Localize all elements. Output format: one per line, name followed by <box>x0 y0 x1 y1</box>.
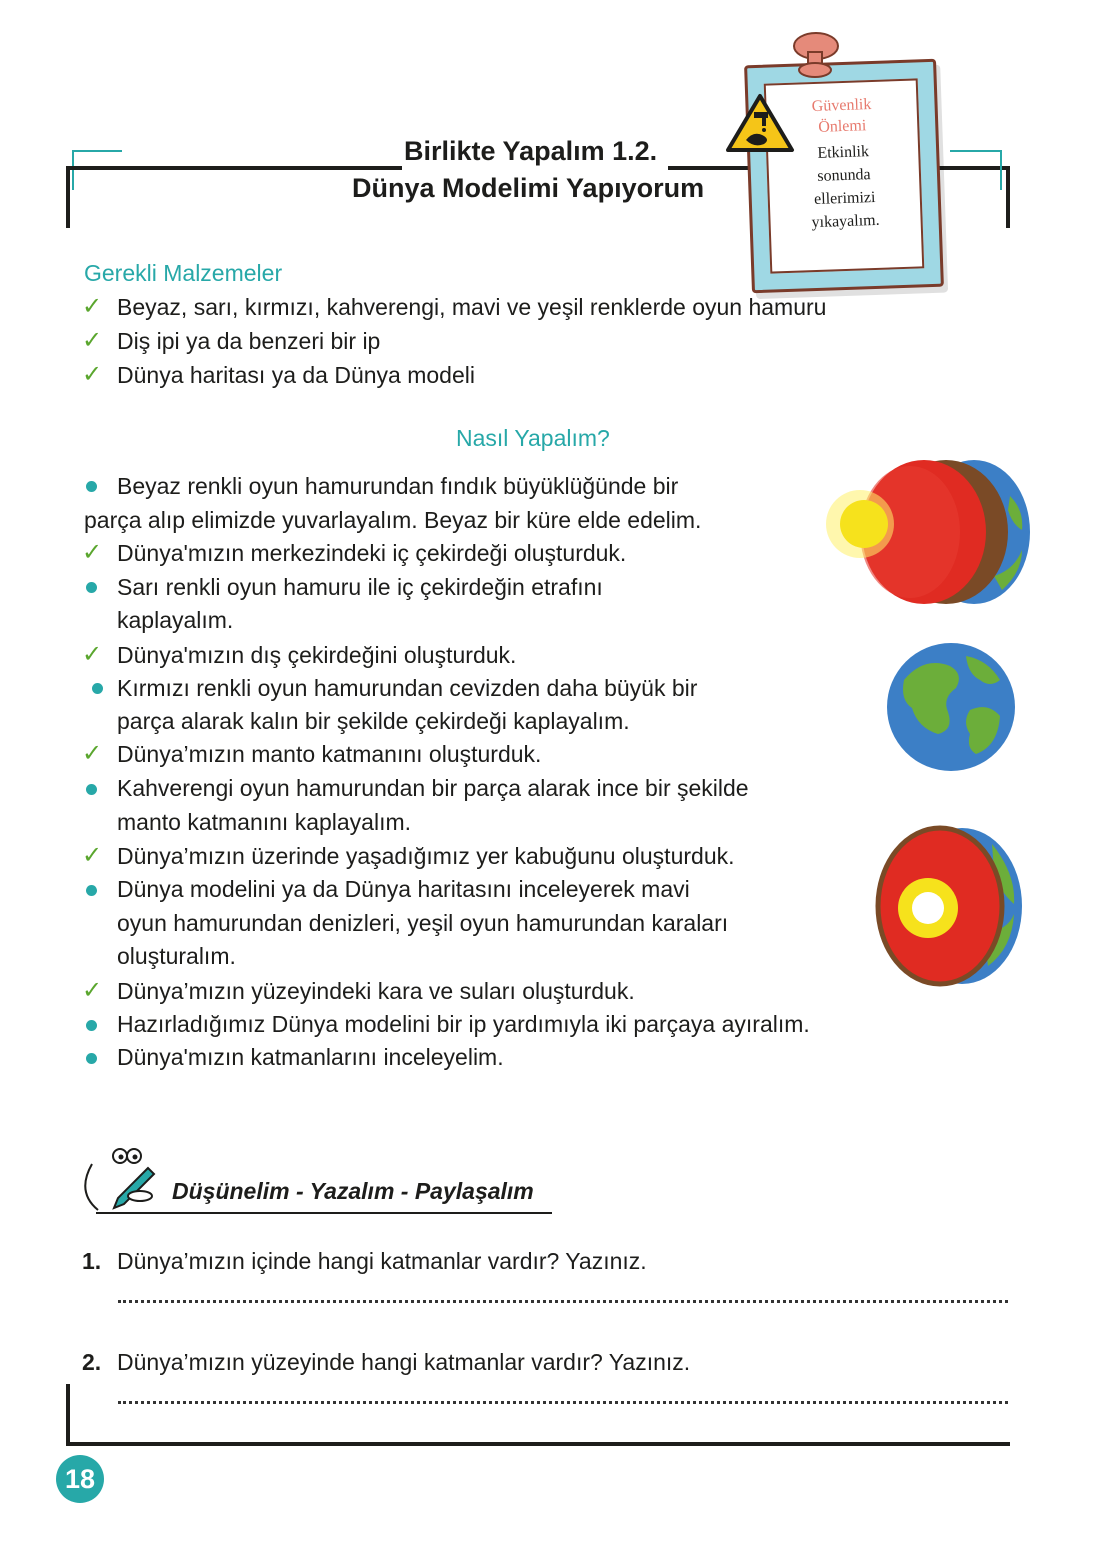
checkmark-icon: ✓ <box>82 361 103 388</box>
step-line: Dünya’mızın manto katmanını oluşturduk. <box>117 741 542 767</box>
title-frame-teal-left-v <box>72 150 74 190</box>
earth-globe-illustration <box>884 640 1018 774</box>
checkmark-icon: ✓ <box>82 539 103 566</box>
pushpin-icon <box>780 28 850 84</box>
question-text: Dünya’mızın içinde hangi katmanlar vardır? Yazınız. <box>117 1248 647 1274</box>
question-number: 2. <box>82 1349 102 1375</box>
hand-washing-warning-icon <box>724 92 796 154</box>
think-title-underline <box>96 1212 552 1214</box>
title-frame-teal-right-h <box>950 150 1002 152</box>
activity-subtitle: Dünya Modelimi Yapıyorum <box>352 173 705 203</box>
title-frame-left-h <box>66 166 402 170</box>
thinking-pencil-icon <box>78 1142 168 1216</box>
bullet-dot <box>86 1020 97 1031</box>
step-line: Kahverengi oyun hamurundan bir parça alarak ince bir şekilde <box>117 775 749 801</box>
activity-title: Birlikte Yapalım 1.2. <box>404 136 658 166</box>
page-number-badge: 18 <box>56 1455 104 1503</box>
checkmark-icon: ✓ <box>82 641 103 668</box>
title-frame-mid-h <box>668 166 748 170</box>
materials-heading: Gerekli Malzemeler <box>84 260 283 286</box>
answer-line[interactable] <box>118 1300 1008 1303</box>
step-line: Kırmızı renkli oyun hamurundan cevizden daha büyük bir <box>117 675 698 701</box>
step-line: manto katmanını kaplayalım. <box>117 809 412 835</box>
step-line: kaplayalım. <box>117 607 234 633</box>
bullet-dot <box>86 885 97 896</box>
checkmark-icon: ✓ <box>82 842 103 869</box>
title-frame-left-v <box>66 166 70 228</box>
question-text: Dünya’mızın yüzeyinde hangi katmanlar vardır? Yazınız. <box>117 1349 691 1375</box>
question-number: 1. <box>82 1248 102 1274</box>
step-line: Dünya'mızın katmanlarını inceleyelim. <box>117 1044 504 1070</box>
bullet-dot <box>86 582 97 593</box>
steps-heading: Nasıl Yapalım? <box>456 425 610 451</box>
step-line: Dünya'mızın merkezindeki iç çekirdeği oluşturduk. <box>117 540 627 566</box>
material-item: Dünya haritası ya da Dünya modeli <box>117 362 475 388</box>
safety-title-line2: Önlemi <box>817 117 867 136</box>
earth-cross-section-illustration <box>872 824 1026 988</box>
checkmark-icon: ✓ <box>82 740 103 767</box>
step-line: parça alıp elimizde yuvarlayalım. Beyaz bir küre elde edelim. <box>84 507 702 533</box>
title-frame-right-h <box>932 166 1010 170</box>
bottom-frame-h <box>66 1442 1010 1446</box>
step-line: oluşturalım. <box>117 943 236 969</box>
checkmark-icon: ✓ <box>82 977 103 1004</box>
safety-body-line: sonunda <box>817 166 871 185</box>
bullet-dot <box>86 481 97 492</box>
think-section-title: Düşünelim - Yazalım - Paylaşalım <box>172 1178 534 1204</box>
title-frame-right-v <box>1006 166 1010 228</box>
answer-line[interactable] <box>118 1401 1008 1404</box>
step-line: Dünya modelini ya da Dünya haritasını inceleyerek mavi <box>117 876 690 902</box>
earth-layers-side-illustration <box>814 456 1036 608</box>
safety-body-line: Etkinlik <box>817 143 870 162</box>
safety-title-line1: Güvenlik <box>811 96 872 116</box>
bottom-frame-v <box>66 1384 70 1446</box>
step-line: Sarı renkli oyun hamuru ile iç çekirdeğin etrafını <box>117 574 603 600</box>
title-frame-teal-left-h <box>72 150 122 152</box>
step-line: Dünya’mızın üzerinde yaşadığımız yer kabuğunu oluşturduk. <box>117 843 735 869</box>
step-line: parça alarak kalın bir şekilde çekirdeği kaplayalım. <box>117 708 630 734</box>
bullet-dot <box>86 1053 97 1064</box>
step-line: Dünya'mızın dış çekirdeğini oluşturduk. <box>117 642 517 668</box>
step-line: oyun hamurundan denizleri, yeşil oyun hamurundan karaları <box>117 910 729 936</box>
safety-body-line: ellerimizi <box>813 188 876 209</box>
material-item: Diş ipi ya da benzeri bir ip <box>117 328 381 354</box>
step-line: Hazırladığımız Dünya modelini bir ip yardımıyla iki parçaya ayıralım. <box>117 1011 810 1037</box>
safety-body-line: yıkayalım. <box>811 211 880 232</box>
title-frame-teal-right-v <box>1000 150 1002 190</box>
bullet-dot <box>86 784 97 795</box>
checkmark-icon: ✓ <box>82 327 103 354</box>
step-line: Dünya’mızın yüzeyindeki kara ve suları oluşturduk. <box>117 978 635 1004</box>
step-line: Beyaz renkli oyun hamurundan fındık büyüklüğünde bir <box>117 473 679 499</box>
checkmark-icon: ✓ <box>82 293 103 320</box>
material-item: Beyaz, sarı, kırmızı, kahverengi, mavi ve yeşil renklerde oyun hamuru <box>117 294 827 320</box>
bullet-dot <box>92 683 103 694</box>
